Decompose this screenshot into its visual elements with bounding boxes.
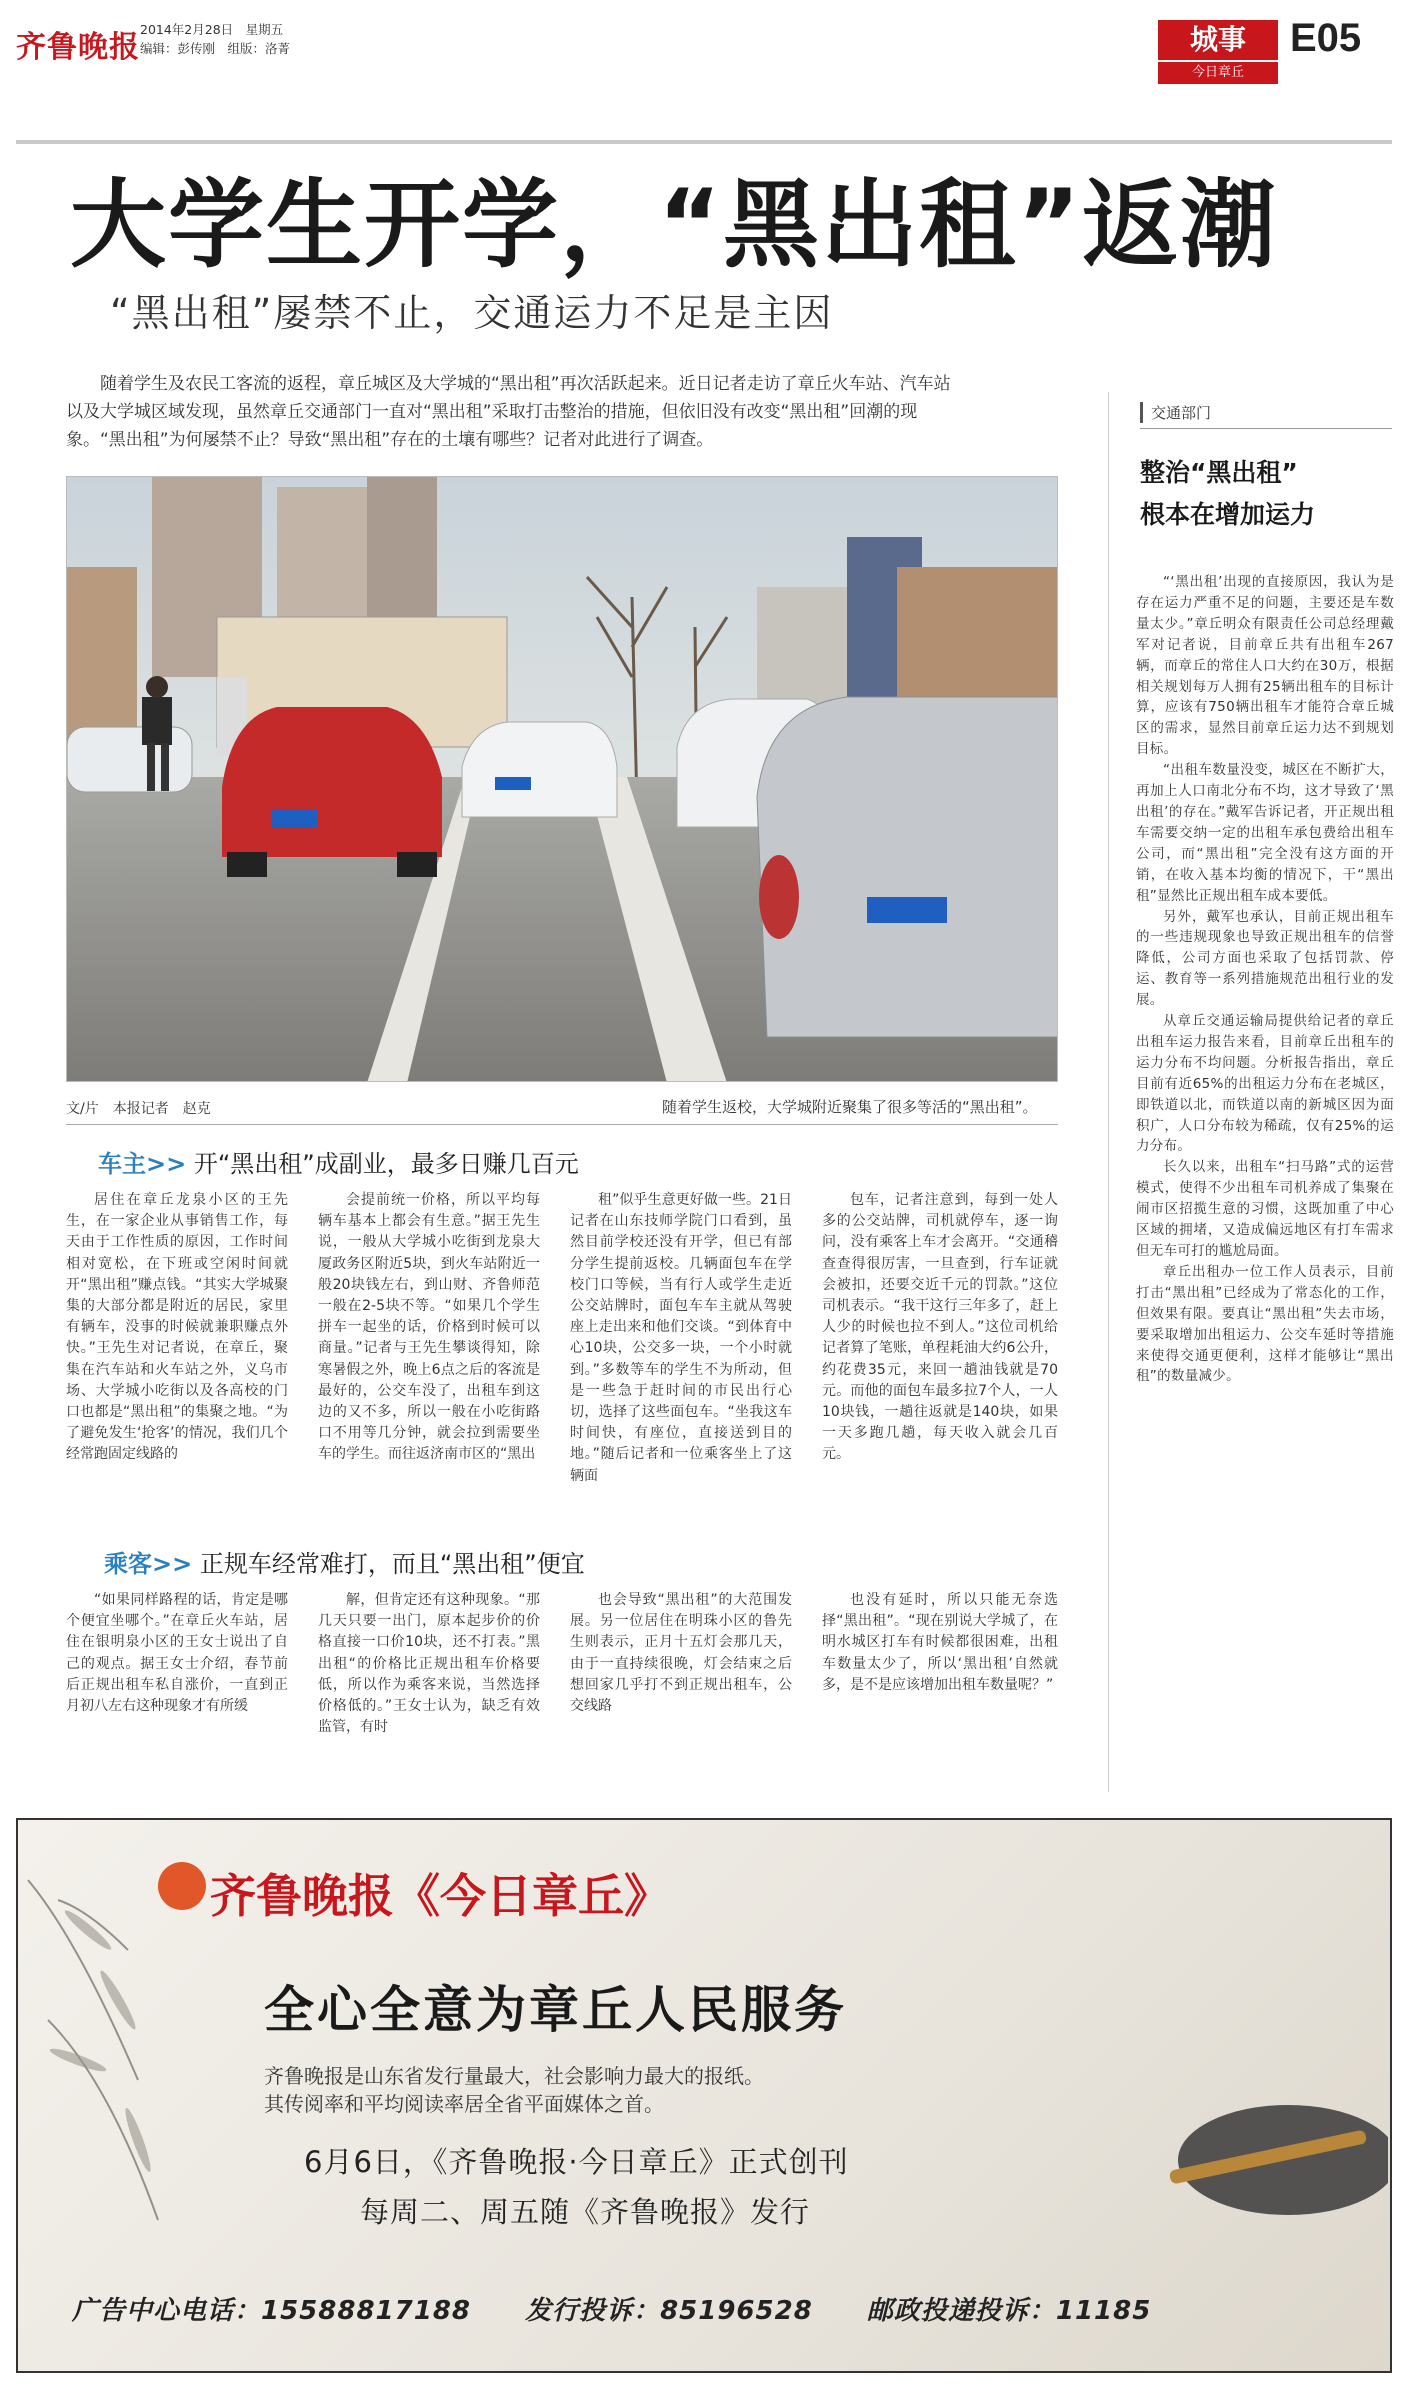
passengers-column-1 (66, 1590, 288, 1717)
ad-launch-date: 6月6日，《齐鲁晚报·今日章丘》正式创刊 (304, 2145, 849, 2179)
passengers-text-1: “如果同样路程的话，肯定是哪个便宜坐哪个。”在章丘火车站，居住在银明泉小区的王女士说出了自己的观点。据王女士介绍，春节前后正规出租车私自涨价，一直到正月初八左右这种现象才有所缓 (66, 1592, 288, 1715)
sidebar-paragraph: 章丘出租办一位工作人员表示，目前打击“黑出租”已经成为了常态化的工作，但效果有限。要真让“黑出租”失去市场，要采取增加出租运力、公交车延时等措施来使得交通更便利，这样才能够让“黑出租”的数量减少。 (1136, 1263, 1394, 1385)
sidebar-label: 交通部门 (1140, 402, 1211, 423)
section-heading-owners (98, 1144, 579, 1179)
sidebar-divider (1108, 392, 1109, 1792)
advertisement (16, 1818, 1392, 2373)
sidebar-title-line-1: 整治“黑出租” (1140, 458, 1298, 487)
sidebar-paragraph: 长久以来，出租车“扫马路”式的运营模式，使得不少出租车司机养成了集聚在闹市区招揽生意的习惯，这既加重了中心区域的拥堵，又造成偏远地区有打车需求但无车可打的尴尬局面。 (1136, 1159, 1394, 1259)
page-number: E05 (1290, 16, 1362, 60)
sidebar-paragraph: 从章丘交通运输局提供给记者的章丘出租车运力报告来看，目前章丘出租车的运力分布不均问题。分析报告指出，章丘目前有近65%的出租运力分布在老城区，即铁道以北，而铁道以南的新城区因为面积广，人口分布较为稀疏，仅有25%的运力分布。 (1136, 1013, 1394, 1155)
section-heading-passengers (104, 1544, 585, 1579)
section-title-owners: 开“黑出租”成副业，最多日赚几百元 (193, 1150, 579, 1178)
owners-text-1: 居住在章丘龙泉小区的王先生，在一家企业从事销售工作，每天由于工作性质的原因，工作时间相对宽松，在下班或空闲时间就开“黑出租”赚点钱。“其实大学城聚集的大部分都是附近的居民，家里有辆车，没事的时候就兼职赚点外快。”王先生对记者说，在章丘，聚集在汽车站和火车站之外，义乌市场、大学城小吃街以及各高校的门口也都是“黑出租”的集聚之地。“为了避免发生‘抢客’的情况，我们几个经常跑固定线路的 (66, 1192, 288, 1463)
ad-line-2: 其传阅率和平均阅读率居全省平面媒体之首。 (264, 2092, 664, 2116)
passengers-column-4 (822, 1590, 1058, 1696)
credit-divider (66, 1124, 1058, 1125)
photo-credit: 文/片 本报记者 赵克 (66, 1101, 211, 1117)
headline: 大学生开学，“黑出租”返潮 (70, 169, 1279, 281)
street-scene-photo (67, 477, 1058, 1082)
issue-meta (140, 20, 290, 58)
passengers-text-2: 解，但肯定还有这种现象。“那几天只要一出门，原本起步价的价格直接一口价10块，还不打表。”黑出租“的价格比正规出租车价格要低，所以作为乘客来说，当然选择价格低的。”王女士认为，缺乏有效监管，有时 (318, 1592, 540, 1736)
section-name: 城事 (1158, 20, 1278, 60)
ad-contacts (72, 2290, 1195, 2327)
owners-text-4: 包车，记者注意到，每到一处人多的公交站牌，司机就停车，逐一询问，没有乘客上车才会离开。“交通稽查查得很厉害，一旦查到，行车证就会被扣，还要交近千元的罚款。”这位司机表示。“我干这行三年多了，赶上人少的时候也拉不到人。”这位司机给记者算了笔账，单程耗油大约6公升，约花费35元，来回一趟油钱就是70元。而他的面包车最多拉7个人，一人10块钱，一趟往返就是140块，如果一天多跑几趟，每天收入就会几百元。 (822, 1192, 1058, 1463)
newspaper-emblem-icon (158, 1862, 206, 1910)
owners-column-1 (66, 1190, 288, 1466)
passengers-text-3: 也会导致“黑出租”的大范围发展。另一位居住在明珠小区的鲁先生则表示，正月十五灯会那几天，由于一直持续很晚，灯会结束之后想回家几乎打不到正规出租车，公交线路 (570, 1592, 792, 1715)
owners-column-3 (570, 1190, 792, 1487)
passengers-text-4: 也没有延时，所以只能无奈选择“黑出租”。“现在别说大学城了，在明水城区打车有时候都很困难，出租车数量太少了，所以‘黑出租’自然就多，是不是应该增加出租车数量呢？” (822, 1592, 1058, 1693)
ad-phone-distribution: 发行投诉：85196528 (525, 2296, 813, 2326)
ad-slogan: 全心全意为章丘人民服务 (264, 1981, 847, 2039)
sidebar-rule (1140, 428, 1392, 429)
owners-column-4 (822, 1190, 1058, 1466)
passengers-column-3 (570, 1590, 792, 1717)
issue-date: 2014年2月28日 星期五 (140, 22, 284, 37)
photo-caption: 随着学生返校，大学城附近聚集了很多等活的“黑出租”。 (662, 1098, 1038, 1116)
passengers-column-2 (318, 1590, 540, 1738)
subheadline: “黑出租”屡禁不止，交通运力不足是主因 (110, 291, 834, 335)
section-tag-passengers: 乘客>> (104, 1550, 193, 1578)
ad-phone-delivery: 邮政投递投诉：11185 (866, 2296, 1152, 2326)
lead-paragraph: 随着学生及农民工客流的返程，章丘城区及大学城的“黑出租”再次活跃起来。近日记者走访了章丘火车站、汽车站以及大学城区域发现，虽然章丘交通部门一直对“黑出租”采取打击整治的措施，但依旧没有改变“黑出租”回潮的现象。“黑出租”为何屡禁不止？导致“黑出租”存在的土壤有哪些？记者对此进行了调查。 (66, 374, 951, 450)
sidebar-paragraph: 另外，戴军也承认，目前正规出租车的一些违规现象也导致正规出租车的信誉降低，公司方面也采取了包括罚款、停运、教育等一系列措施规范出租行业的发展。 (1136, 908, 1394, 1009)
editor-credit: 编辑：彭传刚 组版：洛菁 (140, 41, 291, 56)
section-subname: 今日章丘 (1158, 62, 1278, 84)
owners-text-3: 租”似乎生意更好做一些。21日记者在山东技师学院门口看到，虽然目前学校还没有开学，但已有部分学生提前返校。几辆面包车在学校门口等候，当有行人或学生走近公交站牌时，面包车车主就从驾驶座上走出来和他们交谈。“到体育中心10块，公交多一块，一个小时就到。”多数等车的学生不为所动，但是一些急于赶时间的市民出行心切，选择了这些面包车。“坐我这车时间快，有座位，直接送到目的地。”随后记者和一位乘客坐上了这辆面 (570, 1192, 792, 1484)
news-photo (66, 476, 1058, 1082)
sidebar-paragraph: “‘黑出租’出现的直接原因，我认为是存在运力严重不足的问题，主要还是车数量太少。”章丘明众有限责任公司总经理戴军对记者说，目前章丘共有出租车267辆，而章丘的常住人口大约在30万，根据相关规划每万人拥有25辆出租车的目标计算，应该有750辆出租车才能符合章丘城区的需求，显然目前章丘运力达不到规划目标。 (1136, 574, 1394, 758)
ink-brush-decoration (1108, 2050, 1388, 2250)
owners-text-2: 会提前统一价格，所以平均每辆车基本上都会有生意。”据王先生说，一般从大学城小吃街到龙泉大厦政务区附近5块，到火车站附近一般20块钱左右，到山财、齐鲁师范一般在2-5块不等。“如果几个学生拼车一起坐的话，价格到时候可以商量。”记者与王先生攀谈得知，除寒暑假之外，晚上6点之后的客流是最好的，公交车没了，出租车到这边的又不多，所以一般在小吃街路口不用等几分钟，就会拉到需要坐车的学生。而往返济南市区的“黑出 (318, 1192, 540, 1463)
ad-logo: 齐鲁晚报《今日章丘》 (210, 1869, 670, 1923)
sidebar-body (1136, 572, 1394, 1387)
header-rule (16, 140, 1392, 144)
ad-phone-advertising: 广告中心电话：15588817188 (72, 2296, 471, 2326)
sidebar-title-line-2: 根本在增加运力 (1140, 500, 1316, 529)
newspaper-logo: 齐鲁晚报 (16, 30, 140, 65)
owners-column-2 (318, 1190, 540, 1466)
section-title-passengers: 正规车经常难打，而且“黑出租”便宜 (199, 1550, 585, 1578)
sidebar-title (1140, 452, 1315, 536)
section-tag-owners: 车主>> (98, 1150, 187, 1178)
ad-schedule: 每周二、周五随《齐鲁晚报》发行 (360, 2195, 811, 2229)
sidebar-paragraph: “出租车数量没变，城区在不断扩大，再加上人口南北分布不均，这才导致了‘黑出租’的存在。”戴军告诉记者，开正规出租车需要交纳一定的出租车承包费给出租车公司，而“黑出租”完全没有这方面的开销，在收入基本均衡的情况下，干“黑出租”显然比正规出租车成本要低。 (1136, 762, 1394, 904)
ad-line-1: 齐鲁晚报是山东省发行量最大，社会影响力最大的报纸。 (264, 2064, 764, 2088)
